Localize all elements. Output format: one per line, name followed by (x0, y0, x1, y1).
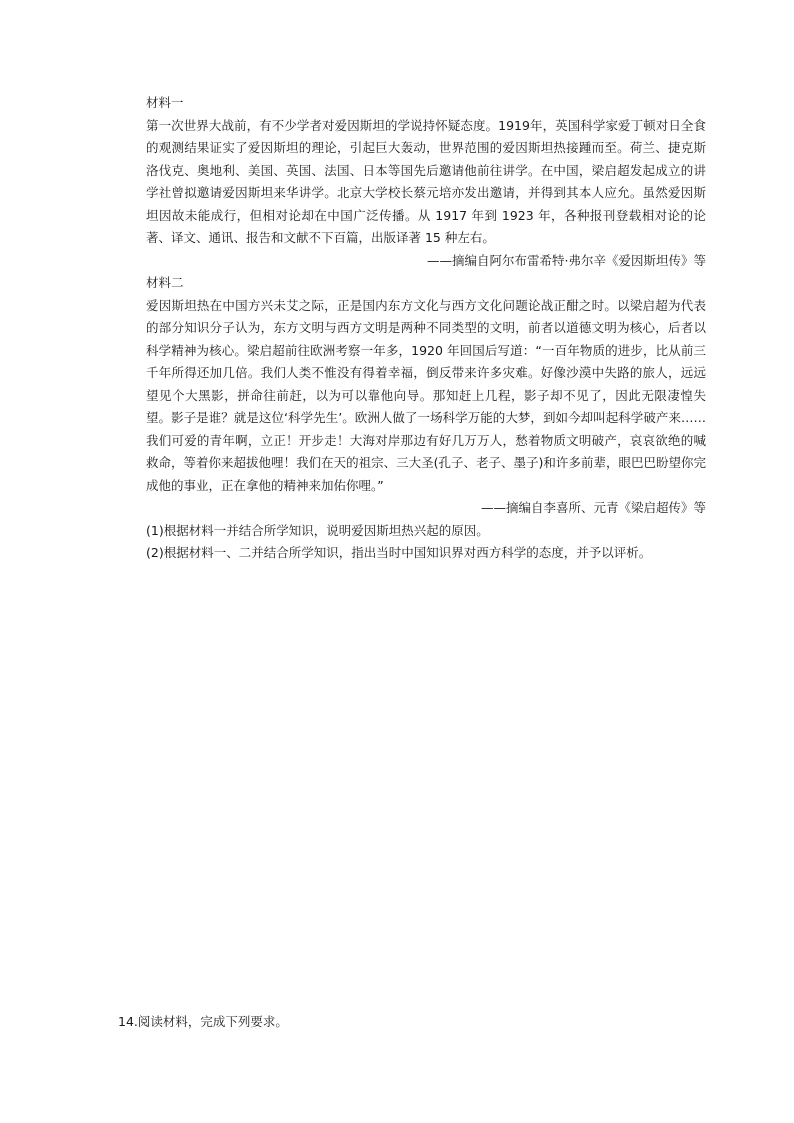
question-content (146, 92, 706, 565)
question-1: (1)根据材料一并结合所学知识，说明爱因斯坦热兴起的原因。 (146, 522, 489, 538)
question-number-prompt: 14.阅读材料，完成下列要求。 (118, 1014, 288, 1029)
material2-label: 材料二 (146, 275, 184, 290)
material1-source: ——摘编自阿尔布雷希特·弗尔辛《爱因斯坦传》等 (427, 252, 706, 268)
material1-label: 材料一 (146, 95, 184, 110)
material2-text: 爱因斯坦热在中国方兴未艾之际，正是国内东方文化与西方文化问题论战正酣之时。以梁启超为代表的部分知识分子认为，东方文明与西方文明是两种不同类型的文明，前者以道德文明为核心，后者以科学精神为核心。梁启超前往欧洲考察一年多，1920 年回国后写道：“一百年物质的进步，比从前三千年所得还加几倍。我们人类不惟没有得着幸福，倒反带来许多灾难。好像沙漠中失路的旅人，远远望见个大黑影，拼命往前赶，以为可以靠他向导。那知赶上几程，影子却不见了，因此无限凄惶失望。影子是谁？就是这位‘科学先生’。欧洲人做了一场科学万能的大梦，到如今却叫起科学破产来……我们可爱的青年啊，立正！开步走！大海对岸那边有好几万万人，愁着物质文明破产，哀哀欲绝的喊救命，等着你来超拔他哩！我们在天的祖宗、三大圣(孔子、老子、墨子)和许多前辈，眼巴巴盼望你完成他的事业，正在拿他的精神来加佑你哩。” (146, 297, 706, 493)
material1-text: 第一次世界大战前，有不少学者对爱因斯坦的学说持怀疑态度。1919年，英国科学家爱丁顿对日全食的观测结果证实了爱因斯坦的理论，引起巨大轰动，世界范围的爱因斯坦热接踵而至。荷兰、捷克斯洛伐克、奥地利、美国、英国、法国、日本等国先后邀请他前往讲学。在中国，梁启超发起成立的讲学社曾拟邀请爱因斯坦来华讲学。北京大学校长蔡元培亦发出邀请，并得到其本人应允。虽然爱因斯坦因故未能成行，但相对论却在中国广泛传播。从 1917 年到 1923 年，各种报刊登载相对论的论著、译文、通讯、报告和文献不下百篇，出版译著 15 种左右。 (146, 117, 706, 245)
material2-source: ——摘编自李喜所、元青《梁启超传》等 (480, 500, 706, 515)
question-2: (2)根据材料一、二并结合所学知识，指出当时中国知识界对西方科学的态度，并予以评析。 (146, 545, 652, 560)
